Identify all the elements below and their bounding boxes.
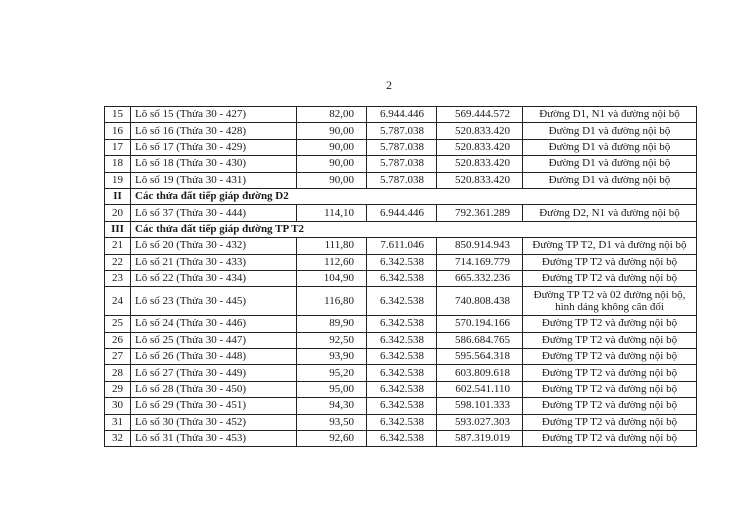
total-price: 520.833.420	[437, 172, 523, 188]
row-number: 27	[105, 349, 131, 365]
lot-name: Lô số 22 (Thửa 30 - 434)	[131, 270, 297, 286]
section-row	[105, 221, 697, 237]
row-number: 15	[105, 107, 131, 123]
unit-price: 5.787.038	[367, 139, 437, 155]
lot-name: Lô số 20 (Thửa 30 - 432)	[131, 238, 297, 254]
row-number: 23	[105, 270, 131, 286]
lot-name: Lô số 25 (Thửa 30 - 447)	[131, 332, 297, 348]
lot-note: Đường TP T2 và đường nội bộ	[523, 414, 697, 430]
unit-price: 7.611.046	[367, 238, 437, 254]
total-price: 520.833.420	[437, 156, 523, 172]
table-row	[105, 172, 697, 188]
table-row	[105, 270, 697, 286]
total-price: 603.809.618	[437, 365, 523, 381]
table-row	[105, 431, 697, 447]
table-row	[105, 107, 697, 123]
lot-name: Lô số 31 (Thửa 30 - 453)	[131, 431, 297, 447]
lot-name: Lô số 37 (Thửa 30 - 444)	[131, 205, 297, 221]
table-row	[105, 414, 697, 430]
total-price: 740.808.438	[437, 287, 523, 316]
section-title: Các thửa đất tiếp giáp đường TP T2	[131, 221, 697, 237]
lot-area: 93,50	[297, 414, 367, 430]
lot-note: Đường D1 và đường nội bộ	[523, 156, 697, 172]
lot-note: Đường TP T2 và đường nội bộ	[523, 332, 697, 348]
lot-name: Lô số 29 (Thửa 30 - 451)	[131, 398, 297, 414]
table-row	[105, 238, 697, 254]
total-price: 520.833.420	[437, 139, 523, 155]
total-price: 850.914.943	[437, 238, 523, 254]
total-price: 587.319.019	[437, 431, 523, 447]
unit-price: 5.787.038	[367, 156, 437, 172]
table-row	[105, 349, 697, 365]
row-number: 32	[105, 431, 131, 447]
table-row	[105, 365, 697, 381]
unit-price: 6.342.538	[367, 349, 437, 365]
lot-name: Lô số 24 (Thửa 30 - 446)	[131, 316, 297, 332]
unit-price: 6.342.538	[367, 316, 437, 332]
lot-area: 90,00	[297, 156, 367, 172]
lot-area: 95,00	[297, 381, 367, 397]
section-row	[105, 188, 697, 204]
lot-note: Đường D1, N1 và đường nội bộ	[523, 107, 697, 123]
table-body	[105, 107, 697, 447]
total-price: 593.027.303	[437, 414, 523, 430]
unit-price: 6.342.538	[367, 254, 437, 270]
lot-note: Đường TP T2 và đường nội bộ	[523, 254, 697, 270]
lot-note: Đường TP T2, D1 và đường nội bộ	[523, 238, 697, 254]
table-row	[105, 139, 697, 155]
row-number: 19	[105, 172, 131, 188]
lot-note: Đường D1 và đường nội bộ	[523, 123, 697, 139]
total-price: 665.332.236	[437, 270, 523, 286]
table-row	[105, 316, 697, 332]
table-row	[105, 332, 697, 348]
row-number: 24	[105, 287, 131, 316]
lot-area: 93,90	[297, 349, 367, 365]
row-number: 25	[105, 316, 131, 332]
unit-price: 6.342.538	[367, 398, 437, 414]
unit-price: 6.944.446	[367, 205, 437, 221]
total-price: 598.101.333	[437, 398, 523, 414]
lot-name: Lô số 27 (Thửa 30 - 449)	[131, 365, 297, 381]
total-price: 595.564.318	[437, 349, 523, 365]
lot-name: Lô số 21 (Thửa 30 - 433)	[131, 254, 297, 270]
lot-note: Đường TP T2 và đường nội bộ	[523, 381, 697, 397]
lot-area: 114,10	[297, 205, 367, 221]
land-lot-table	[104, 106, 697, 447]
total-price: 602.541.110	[437, 381, 523, 397]
lot-area: 90,00	[297, 123, 367, 139]
lot-area: 82,00	[297, 107, 367, 123]
lot-area: 104,90	[297, 270, 367, 286]
table-row	[105, 381, 697, 397]
lot-area: 94,30	[297, 398, 367, 414]
lot-name: Lô số 28 (Thửa 30 - 450)	[131, 381, 297, 397]
lot-area: 111,80	[297, 238, 367, 254]
page-number: 2	[386, 78, 392, 92]
unit-price: 6.342.538	[367, 270, 437, 286]
unit-price: 5.787.038	[367, 123, 437, 139]
lot-name: Lô số 15 (Thửa 30 - 427)	[131, 107, 297, 123]
total-price: 569.444.572	[437, 107, 523, 123]
lot-name: Lô số 26 (Thửa 30 - 448)	[131, 349, 297, 365]
unit-price: 6.342.538	[367, 431, 437, 447]
lot-area: 92,60	[297, 431, 367, 447]
lot-name: Lô số 30 (Thửa 30 - 452)	[131, 414, 297, 430]
row-number: 16	[105, 123, 131, 139]
row-number: 21	[105, 238, 131, 254]
lot-name: Lô số 18 (Thửa 30 - 430)	[131, 156, 297, 172]
row-number: 22	[105, 254, 131, 270]
table-row	[105, 123, 697, 139]
table-row	[105, 287, 697, 316]
lot-name: Lô số 16 (Thửa 30 - 428)	[131, 123, 297, 139]
total-price: 586.684.765	[437, 332, 523, 348]
row-number: 20	[105, 205, 131, 221]
table-row	[105, 254, 697, 270]
total-price: 714.169.779	[437, 254, 523, 270]
lot-note: Đường D2, N1 và đường nội bộ	[523, 205, 697, 221]
unit-price: 6.342.538	[367, 414, 437, 430]
unit-price: 6.342.538	[367, 365, 437, 381]
lot-note: Đường TP T2 và 02 đường nội bộ, hình dáng không cân đối	[523, 287, 697, 316]
lot-area: 89,90	[297, 316, 367, 332]
row-number: 18	[105, 156, 131, 172]
unit-price: 6.944.446	[367, 107, 437, 123]
table-row	[105, 205, 697, 221]
row-number: 29	[105, 381, 131, 397]
lot-note: Đường TP T2 và đường nội bộ	[523, 349, 697, 365]
lot-note: Đường D1 và đường nội bộ	[523, 172, 697, 188]
unit-price: 6.342.538	[367, 332, 437, 348]
lot-note: Đường TP T2 và đường nội bộ	[523, 270, 697, 286]
lot-note: Đường TP T2 và đường nội bộ	[523, 431, 697, 447]
lot-area: 95,20	[297, 365, 367, 381]
table-row	[105, 156, 697, 172]
row-number: 28	[105, 365, 131, 381]
unit-price: 5.787.038	[367, 172, 437, 188]
lot-name: Lô số 19 (Thửa 30 - 431)	[131, 172, 297, 188]
lot-note: Đường TP T2 và đường nội bộ	[523, 316, 697, 332]
lot-name: Lô số 17 (Thửa 30 - 429)	[131, 139, 297, 155]
lot-note: Đường D1 và đường nội bộ	[523, 139, 697, 155]
lot-note: Đường TP T2 và đường nội bộ	[523, 365, 697, 381]
lot-area: 90,00	[297, 139, 367, 155]
row-number: 17	[105, 139, 131, 155]
total-price: 570.194.166	[437, 316, 523, 332]
unit-price: 6.342.538	[367, 287, 437, 316]
row-number: 31	[105, 414, 131, 430]
lot-name: Lô số 23 (Thửa 30 - 445)	[131, 287, 297, 316]
section-title: Các thửa đất tiếp giáp đường D2	[131, 188, 697, 204]
section-number: III	[105, 221, 131, 237]
lot-area: 90,00	[297, 172, 367, 188]
lot-area: 92,50	[297, 332, 367, 348]
row-number: 30	[105, 398, 131, 414]
lot-note: Đường TP T2 và đường nội bộ	[523, 398, 697, 414]
section-number: II	[105, 188, 131, 204]
lot-area: 112,60	[297, 254, 367, 270]
lot-area: 116,80	[297, 287, 367, 316]
table-row	[105, 398, 697, 414]
total-price: 792.361.289	[437, 205, 523, 221]
unit-price: 6.342.538	[367, 381, 437, 397]
total-price: 520.833.420	[437, 123, 523, 139]
row-number: 26	[105, 332, 131, 348]
